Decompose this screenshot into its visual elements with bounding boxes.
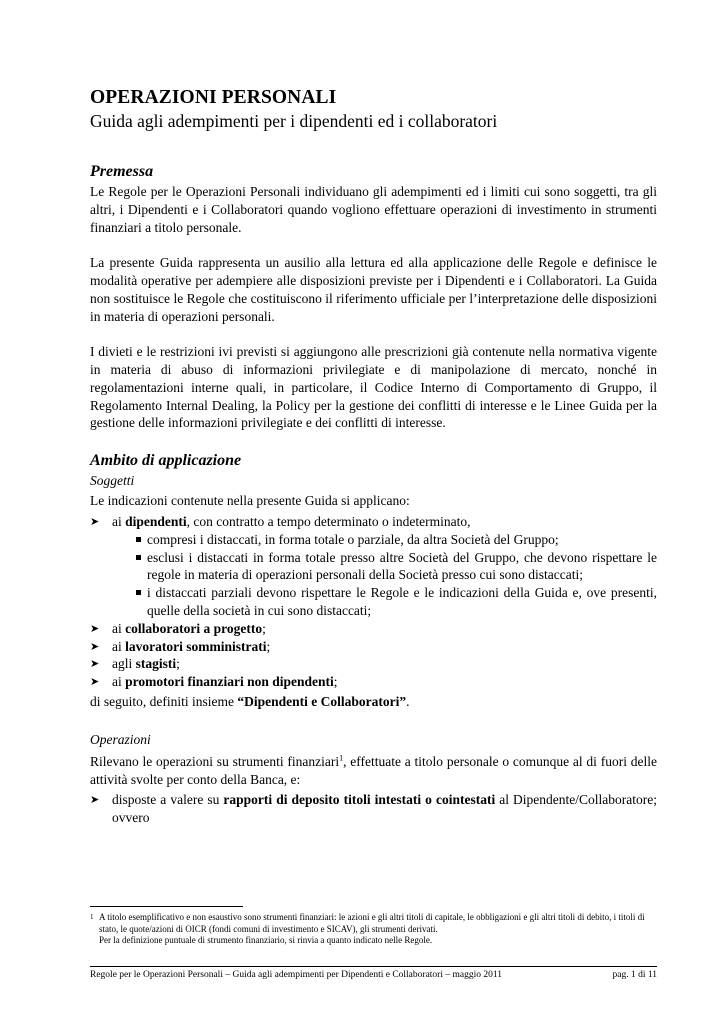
operazioni-intro: Rilevano le operazioni su strumenti finanziari$^1$, effettuate a titolo personale o comunque al di fuori delle attività svolte per conto della Banca, e: (90, 753, 657, 787)
document-body (90, 86, 657, 827)
footer-rule (90, 966, 657, 967)
premessa-paragraph-3: I divieti e le restrizioni ivi previsti si aggiungono alle prescrizioni già contenute nella normativa vigente in materia di abuso di informazioni privilegiate e di manipolazione di mercato, nonché in regolamentazioni interne quali, in particolare, il Codice Interno di Comportamento di Gruppo, il Regolamento Internal Dealing, la Policy per la gestione dei conflitti di interesse e le Linee Guida per la gestione delle informazioni privilegiate e dei conflitti di interesse. (90, 344, 657, 431)
premessa-paragraph-2: La presente Guida rappresenta un ausilio alla lettura ed alla applicazione delle Regole e definisce le modalità operative per adempiere alle disposizioni previste per i Dipendenti e i Collaboratori. La Guida non sostituisce le Regole che costituiscono il riferimento ufficiale per l’interpretazione delle disposizioni in materia di operazioni personali. (90, 255, 657, 324)
subheading-soggetti: Soggetti (90, 473, 135, 489)
square-bullet-icon (136, 537, 141, 542)
arrowhead-bullet-icon: ➤ (90, 514, 100, 528)
arrowhead-bullet-icon: ➤ (90, 657, 100, 671)
list-item-disposte: ➤ disposte a valere su rapporti di deposito titoli intestati o cointestati al Dipendente/Collaboratore; ovvero (90, 792, 657, 826)
arrowhead-bullet-icon: ➤ (90, 621, 100, 635)
premessa-paragraph-1: Le Regole per le Operazioni Personali individuano gli adempimenti ed i limiti cui sono soggetti, tra gli altri, i Dipendenti e i Collaboratori quando vogliono effettuare operazioni di investimento in strumenti finanziari a titolo personale. (90, 184, 657, 235)
footnote-text-1: A titolo esemplificativo e non esaustivo sono strumenti finanziari: le azioni e gli altri titoli di capitale, le obbligazioni e gli altri titoli di debito, i titoli di stato, le quote/azioni di OICR (fondi comuni di investimento e SICAV), gli strumenti derivati. (99, 912, 645, 934)
arrowhead-bullet-icon: ➤ (90, 639, 100, 653)
arrowhead-bullet-icon: ➤ (90, 793, 100, 807)
footnote (90, 912, 657, 947)
footer-page-number: pag. 1 di 11 (612, 970, 657, 980)
footnote-text-2: Per la definizione puntuale di strumento finanziario, si rinvia a quanto indicato nelle Regole. (99, 935, 433, 945)
sublist-item: esclusi i distaccati in forma totale presso altre Società del Gruppo, che devono rispettare le regole in materia di operazioni personali della Società presso cui sono distaccati; (112, 549, 657, 585)
subheading-operazioni: Operazioni (90, 731, 151, 747)
document-subtitle: Guida agli adempimenti per i dipendenti ed i collaboratori (90, 111, 498, 131)
arrowhead-bullet-icon: ➤ (90, 675, 100, 689)
section-heading-ambito: Ambito di applicazione (90, 452, 242, 470)
operazioni-list (90, 791, 657, 827)
list-item-dipendenti: ➤ ai dipendenti, con contratto a tempo determinato o indeterminato, compresi i distaccati, in forma totale o parziale, da altra Società del Gruppo; esclusi i distaccati in forma totale presso altre Società del Gruppo, che devono rispettare le regole in materia di operazioni personali della Società presso cui sono distaccati; i distaccati parziali devono rispettare le Regole e le indicazioni della Guida e, ove presenti, quelle della società in cui sono distaccati; (90, 513, 657, 618)
soggetti-intro: Le indicazioni contenute nella presente Guida si applicano: (90, 493, 410, 509)
list-item-promotori: ➤ ai promotori finanziari non dipendenti; (90, 674, 338, 690)
footnote-reference: 1 (339, 753, 344, 763)
sublist-item: compresi i distaccati, in forma totale o parziale, da altra Società del Gruppo; (112, 531, 657, 549)
dipendenti-sublist (112, 531, 657, 620)
section-heading-premessa: Premessa (90, 163, 154, 180)
footnote-number: 1 (90, 913, 94, 921)
footer-document-info: Regole per le Operazioni Personali – Guida agli adempimenti per Dipendenti e Collaboratori – maggio 2011 (90, 970, 502, 980)
page-footer (90, 969, 657, 981)
soggetti-closing: di seguito, definiti insieme “Dipendenti e Collaboratori”. (90, 693, 410, 709)
document-title: OPERAZIONI PERSONALI (90, 87, 337, 108)
square-bullet-icon (136, 555, 141, 560)
soggetti-list (90, 513, 657, 691)
list-item-collaboratori: ➤ ai collaboratori a progetto; (90, 620, 266, 636)
list-item-stagisti: ➤ agli stagisti; (90, 656, 180, 672)
list-item-lavoratori: ➤ ai lavoratori somministrati; (90, 638, 271, 654)
footnote-separator (90, 906, 243, 907)
sublist-item: i distaccati parziali devono rispettare le Regole e le indicazioni della Guida e, ove presenti, quelle della società in cui sono distaccati; (112, 584, 657, 620)
square-bullet-icon (136, 590, 141, 595)
